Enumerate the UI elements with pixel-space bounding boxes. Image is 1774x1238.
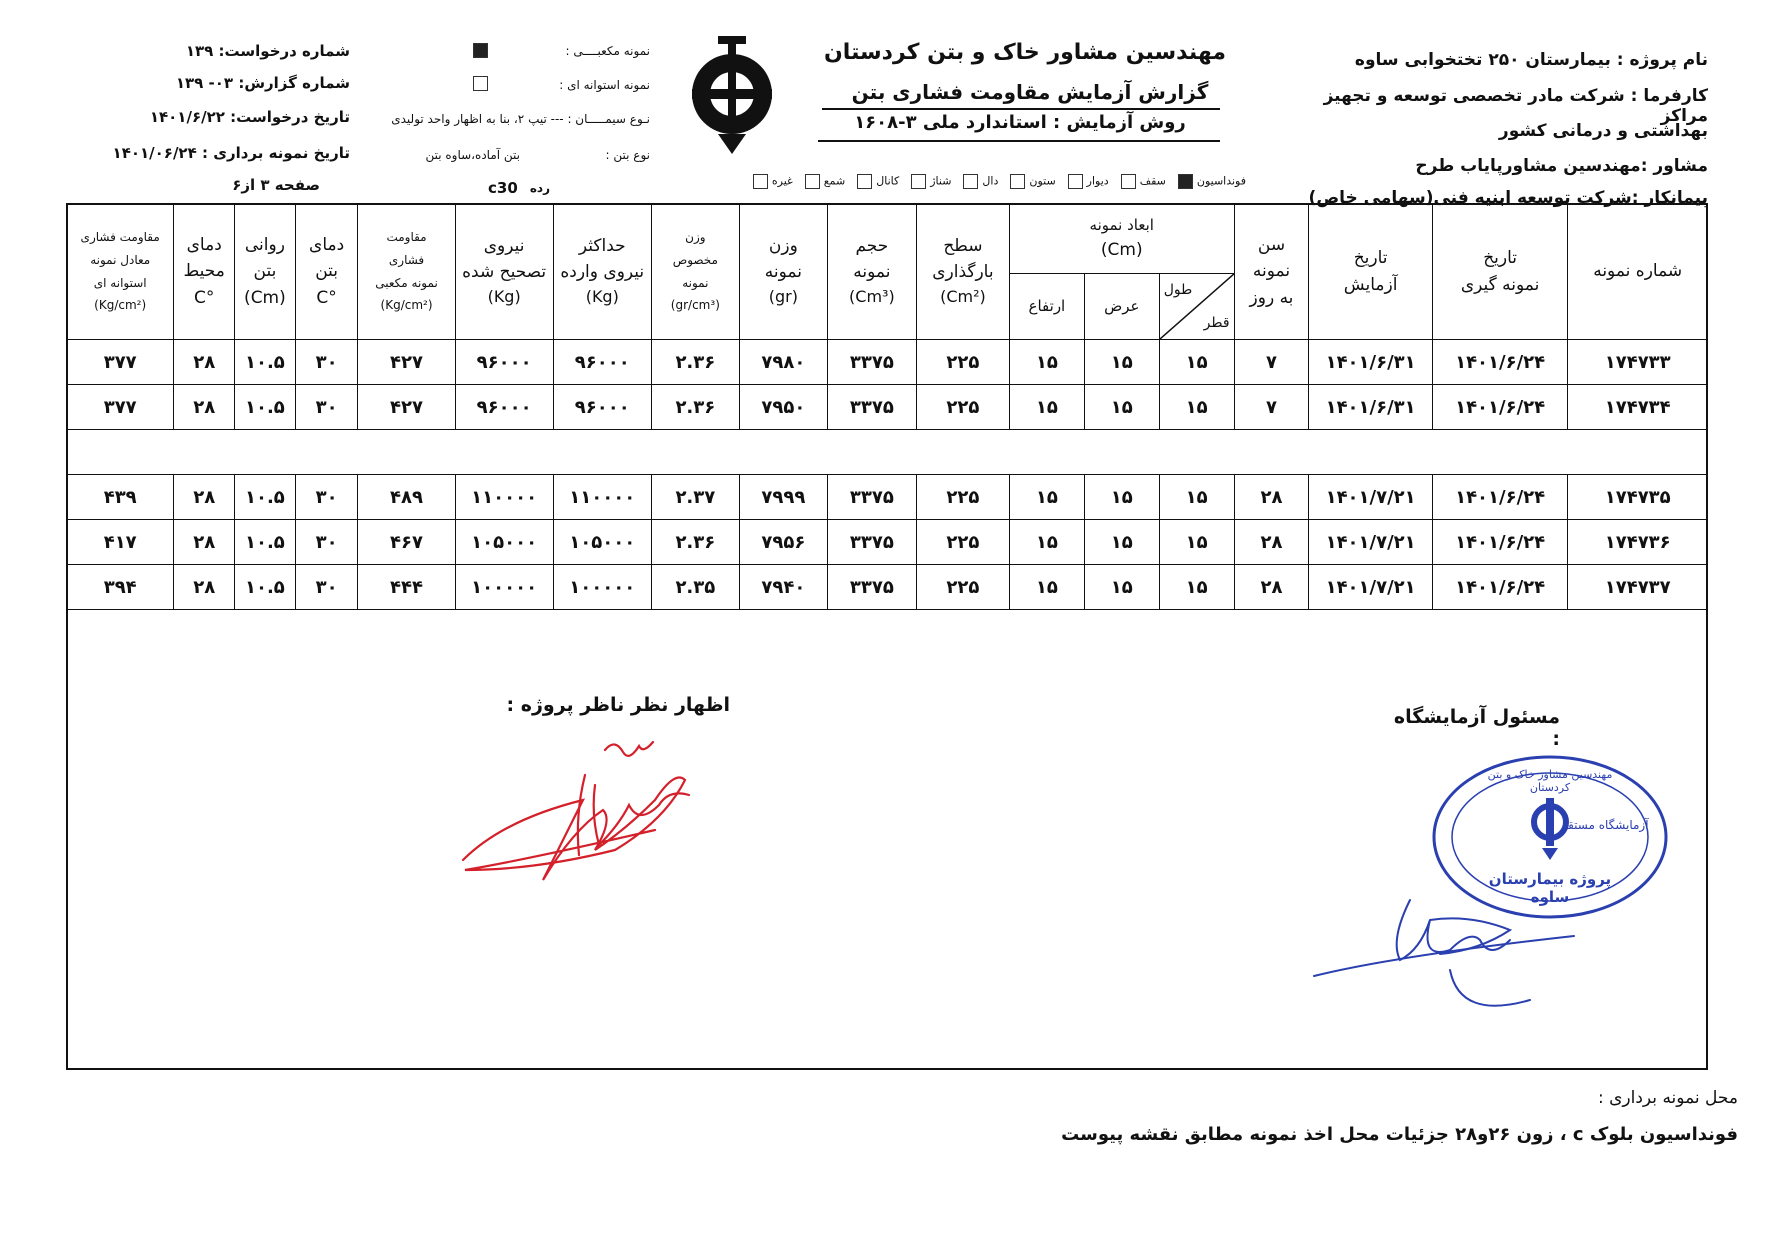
element-option-label: ستون — [1029, 174, 1056, 188]
spacer-cell — [67, 430, 1708, 475]
cell-cube: ۴۲۷ — [358, 340, 455, 385]
cell-ctemp: ۳۰ — [295, 475, 358, 520]
cell-vol: ۳۳۷۵ — [827, 385, 916, 430]
header-age: سن نمونه به روز — [1234, 204, 1309, 340]
cell-slump: ۱۰.۵ — [235, 565, 296, 610]
stamp-text-bottom: پروژه بیمارستان ساوه — [1488, 870, 1612, 906]
cube-label: نمونه مکعبــــی : — [565, 44, 650, 58]
cell-test: ۱۴۰۱/۷/۲۱ — [1309, 520, 1432, 565]
cell-len: ۱۵ — [1159, 520, 1234, 565]
cell-corf: ۱۰۰۰۰۰ — [455, 565, 553, 610]
cell-hgt: ۱۵ — [1009, 475, 1084, 520]
element-option-label: سقف — [1139, 174, 1166, 188]
cell-age: ۲۸ — [1234, 520, 1309, 565]
report-number: شماره گزارش: ۰۳- ۱۳۹ — [175, 74, 350, 92]
table-row — [67, 565, 1708, 610]
cell-area: ۲۲۵ — [916, 475, 1009, 520]
company-logo — [684, 36, 780, 156]
cell-vol: ۳۳۷۵ — [827, 565, 916, 610]
cell-vol: ۳۳۷۵ — [827, 520, 916, 565]
cell-len: ۱۵ — [1159, 475, 1234, 520]
element-checkbox[interactable] — [857, 174, 872, 189]
cell-atemp: ۲۸ — [174, 565, 235, 610]
sampling-date: تاریخ نمونه برداری : ۱۴۰۱/۰۶/۲۴ — [112, 144, 350, 162]
element-option-label: شمع — [823, 174, 846, 188]
element-checkbox[interactable] — [1178, 174, 1193, 189]
cell-samp: ۱۴۰۱/۶/۲۴ — [1432, 385, 1568, 430]
table-row — [67, 520, 1708, 565]
cell-area: ۲۲۵ — [916, 385, 1009, 430]
header-max-force: حداکثر نیروی وارده (Kg) — [553, 204, 651, 340]
cell-ctemp: ۳۰ — [295, 385, 358, 430]
cylinder-checkbox[interactable] — [473, 76, 488, 91]
cell-corf: ۹۶۰۰۰ — [455, 340, 553, 385]
element-option-label: کانال — [876, 174, 900, 188]
cell-wid: ۱۵ — [1084, 565, 1159, 610]
element-option[interactable] — [857, 174, 899, 189]
cell-no: ۱۷۴۷۳۳ — [1568, 340, 1708, 385]
cell-age: ۷ — [1234, 340, 1309, 385]
cement-type — [380, 112, 650, 126]
cell-ctemp: ۳۰ — [295, 565, 358, 610]
header-length-diameter: طول قطر — [1159, 274, 1234, 340]
cell-len: ۱۵ — [1159, 565, 1234, 610]
cell-test: ۱۴۰۱/۷/۲۱ — [1309, 565, 1432, 610]
cell-samp: ۱۴۰۱/۶/۲۴ — [1432, 340, 1568, 385]
cell-age: ۲۸ — [1234, 475, 1309, 520]
cell-den: ۲.۳۶ — [651, 340, 739, 385]
cell-cube: ۴۶۷ — [358, 520, 455, 565]
element-option[interactable] — [1010, 174, 1055, 189]
grade-label: رده — [529, 181, 550, 195]
cell-atemp: ۲۸ — [174, 520, 235, 565]
grade-value: c30 — [488, 179, 518, 197]
cell-cyl: ۳۷۷ — [67, 385, 174, 430]
method-underline — [818, 140, 1220, 142]
cell-maxf: ۱۰۵۰۰۰ — [553, 520, 651, 565]
header-weight: وزن نمونه (gr) — [739, 204, 827, 340]
cell-cube: ۴۸۹ — [358, 475, 455, 520]
element-option-label: غیره — [771, 174, 793, 188]
cell-cyl: ۴۳۹ — [67, 475, 174, 520]
cell-cube: ۴۲۷ — [358, 385, 455, 430]
cement-value: --- تیپ ۲، بنا به اظهار واحد تولیدی — [391, 112, 564, 126]
concrete-label: نوع بتن : — [605, 148, 650, 162]
sampling-location-value: فونداسیون بلوک c ، زون ۲۶و۲۸ جزئیات محل اخذ نمونه مطابق نقشه پیوست — [1061, 1124, 1738, 1145]
cell-age: ۷ — [1234, 385, 1309, 430]
element-option-label: دیوار — [1086, 174, 1109, 188]
cell-vol: ۳۳۷۵ — [827, 340, 916, 385]
cell-wt: ۷۹۸۰ — [739, 340, 827, 385]
element-checkbox[interactable] — [1010, 174, 1025, 189]
element-option[interactable] — [753, 174, 793, 189]
cell-no: ۱۷۴۷۳۵ — [1568, 475, 1708, 520]
cell-no: ۱۷۴۷۳۷ — [1568, 565, 1708, 610]
header-volume: حجم نمونه (Cm³) — [827, 204, 916, 340]
cell-slump: ۱۰.۵ — [235, 340, 296, 385]
cell-no: ۱۷۴۷۳۴ — [1568, 385, 1708, 430]
cell-corf: ۹۶۰۰۰ — [455, 385, 553, 430]
stamp-text-top: مهندسین مشاور خاک و بتن کردستان — [1487, 768, 1613, 794]
title-underline — [822, 108, 1220, 110]
cell-cyl: ۳۹۴ — [67, 565, 174, 610]
element-option[interactable] — [805, 174, 845, 189]
cement-label: نـوع سیمـــــان : — [567, 112, 650, 126]
element-checkbox[interactable] — [963, 174, 978, 189]
employer-line-2: بهداشتی و درمانی کشور — [1498, 121, 1708, 141]
cell-maxf: ۱۱۰۰۰۰ — [553, 475, 651, 520]
cell-no: ۱۷۴۷۳۶ — [1568, 520, 1708, 565]
report-title: گزارش آزمایش مقاومت فشاری بتن — [851, 80, 1209, 104]
element-checkbox-row — [716, 174, 1246, 189]
cell-cyl: ۴۱۷ — [67, 520, 174, 565]
header-height: ارتفاع — [1009, 274, 1084, 340]
page-number: صفحه ۳ از۶ — [232, 176, 320, 194]
cell-slump: ۱۰.۵ — [235, 475, 296, 520]
cell-wid: ۱۵ — [1084, 340, 1159, 385]
header-cube-strength: مقاومت فشاری نمونه مکعبی (Kg/cm²) — [358, 204, 455, 340]
element-option[interactable] — [1068, 174, 1109, 189]
cell-den: ۲.۳۷ — [651, 475, 739, 520]
cell-hgt: ۱۵ — [1009, 340, 1084, 385]
cell-ctemp: ۳۰ — [295, 520, 358, 565]
concrete-value: بتن آماده،ساوه بتن — [425, 148, 520, 162]
test-method: روش آزمایش : استاندارد ملی ۳-۱۶۰۸ — [854, 112, 1186, 133]
element-option[interactable] — [911, 174, 951, 189]
header-width: عرض — [1084, 274, 1159, 340]
cell-samp: ۱۴۰۱/۶/۲۴ — [1432, 520, 1568, 565]
cell-den: ۲.۳۶ — [651, 385, 739, 430]
cell-wid: ۱۵ — [1084, 475, 1159, 520]
table-row — [67, 475, 1708, 520]
cell-hgt: ۱۵ — [1009, 520, 1084, 565]
cell-samp: ۱۴۰۱/۶/۲۴ — [1432, 565, 1568, 610]
stamp-text-mid: آزمایشگاه مستقر — [1561, 818, 1649, 832]
header-sample-no: شماره نمونه — [1568, 204, 1708, 340]
cylinder-label: نمونه استوانه ای : — [559, 78, 650, 92]
element-option[interactable] — [1178, 174, 1246, 189]
cell-area: ۲۲۵ — [916, 520, 1009, 565]
element-option[interactable] — [963, 174, 998, 189]
cell-atemp: ۲۸ — [174, 340, 235, 385]
request-date: تاریخ درخواست: ۱۴۰۱/۶/۲۲ — [149, 108, 350, 126]
cell-slump: ۱۰.۵ — [235, 520, 296, 565]
cell-maxf: ۹۶۰۰۰ — [553, 340, 651, 385]
cell-test: ۱۴۰۱/۶/۳۱ — [1309, 385, 1432, 430]
element-option[interactable] — [1121, 174, 1166, 189]
header-concrete-temp: دمای بتن °C — [295, 204, 358, 340]
table-row — [67, 340, 1708, 385]
cell-len: ۱۵ — [1159, 385, 1234, 430]
cell-wt: ۷۹۴۰ — [739, 565, 827, 610]
cell-den: ۲.۳۶ — [651, 520, 739, 565]
cell-corf: ۱۰۵۰۰۰ — [455, 520, 553, 565]
element-option-label: فونداسیون — [1196, 174, 1246, 188]
header-ambient-temp: دمای محیط °C — [174, 204, 235, 340]
supervisor-signature — [455, 720, 735, 890]
cell-len: ۱۵ — [1159, 340, 1234, 385]
lab-manager-signature — [1310, 880, 1580, 1020]
sampling-location-label: محل نمونه برداری : — [1597, 1088, 1738, 1108]
table-row — [67, 385, 1708, 430]
results-table — [66, 203, 1708, 610]
cell-area: ۲۲۵ — [916, 565, 1009, 610]
cell-hgt: ۱۵ — [1009, 385, 1084, 430]
header-corrected-force: نیروی تصحیح شده (Kg) — [455, 204, 553, 340]
project-name: نام پروژه : بیمارستان ۲۵۰ تختخوابی ساوه — [1354, 50, 1708, 70]
element-checkbox[interactable] — [1121, 174, 1136, 189]
request-number: شماره درخواست: ۱۳۹ — [185, 42, 350, 60]
cell-wt: ۷۹۵۰ — [739, 385, 827, 430]
cell-test: ۱۴۰۱/۷/۲۱ — [1309, 475, 1432, 520]
supervisor-label: اظهار نظر ناظر پروژه : — [506, 694, 730, 716]
header-area: سطح بارگذاری (Cm²) — [916, 204, 1009, 340]
header-cylinder-strength: مقاومت فشاری معادل نمونه استوانه ای (Kg/cm²) — [67, 204, 174, 340]
element-checkbox[interactable] — [911, 174, 926, 189]
employer-line-1: کارفرما : شرکت مادر تخصصی توسعه و تجهیز مراکز — [1323, 86, 1708, 126]
cell-maxf: ۹۶۰۰۰ — [553, 385, 651, 430]
cell-cyl: ۳۷۷ — [67, 340, 174, 385]
cell-atemp: ۲۸ — [174, 385, 235, 430]
cell-wt: ۷۹۹۹ — [739, 475, 827, 520]
cell-wid: ۱۵ — [1084, 385, 1159, 430]
cell-age: ۲۸ — [1234, 565, 1309, 610]
contractor: پیمانکار :شرکت توسعه ابنیه فنی(سهامی خاص) — [1308, 188, 1708, 208]
cube-checkbox[interactable] — [473, 43, 488, 58]
header-test-date: تاریخ آزمایش — [1309, 204, 1432, 340]
spacer-row — [67, 430, 1708, 475]
header-dimensions: ابعاد نمونه (Cm) — [1009, 204, 1234, 274]
cell-den: ۲.۳۵ — [651, 565, 739, 610]
cell-maxf: ۱۰۰۰۰۰ — [553, 565, 651, 610]
cell-samp: ۱۴۰۱/۶/۲۴ — [1432, 475, 1568, 520]
cell-slump: ۱۰.۵ — [235, 385, 296, 430]
header-slump: روانی بتن (Cm) — [235, 204, 296, 340]
cell-area: ۲۲۵ — [916, 340, 1009, 385]
cell-ctemp: ۳۰ — [295, 340, 358, 385]
element-option-label: شناژ — [930, 174, 952, 188]
cell-atemp: ۲۸ — [174, 475, 235, 520]
element-option-label: دال — [982, 174, 999, 188]
cell-corf: ۱۱۰۰۰۰ — [455, 475, 553, 520]
cell-vol: ۳۳۷۵ — [827, 475, 916, 520]
header-density: وزن مخصوص نمونه (gr/cm³) — [651, 204, 739, 340]
element-checkbox[interactable] — [805, 174, 820, 189]
cell-test: ۱۴۰۱/۶/۳۱ — [1309, 340, 1432, 385]
header-sampling-date: تاریخ نمونه گیری — [1432, 204, 1568, 340]
cell-hgt: ۱۵ — [1009, 565, 1084, 610]
cell-wt: ۷۹۵۶ — [739, 520, 827, 565]
element-checkbox[interactable] — [1068, 174, 1083, 189]
element-checkbox[interactable] — [753, 174, 768, 189]
company-name: مهندسین مشاور خاک و بتن کردستان — [824, 40, 1226, 65]
consultant: مشاور :مهندسین مشاورپایاب طرح — [1415, 156, 1708, 176]
cell-wid: ۱۵ — [1084, 520, 1159, 565]
lab-manager-label: مسئول آزمایشگاه : — [1393, 706, 1560, 750]
cell-cube: ۴۴۴ — [358, 565, 455, 610]
